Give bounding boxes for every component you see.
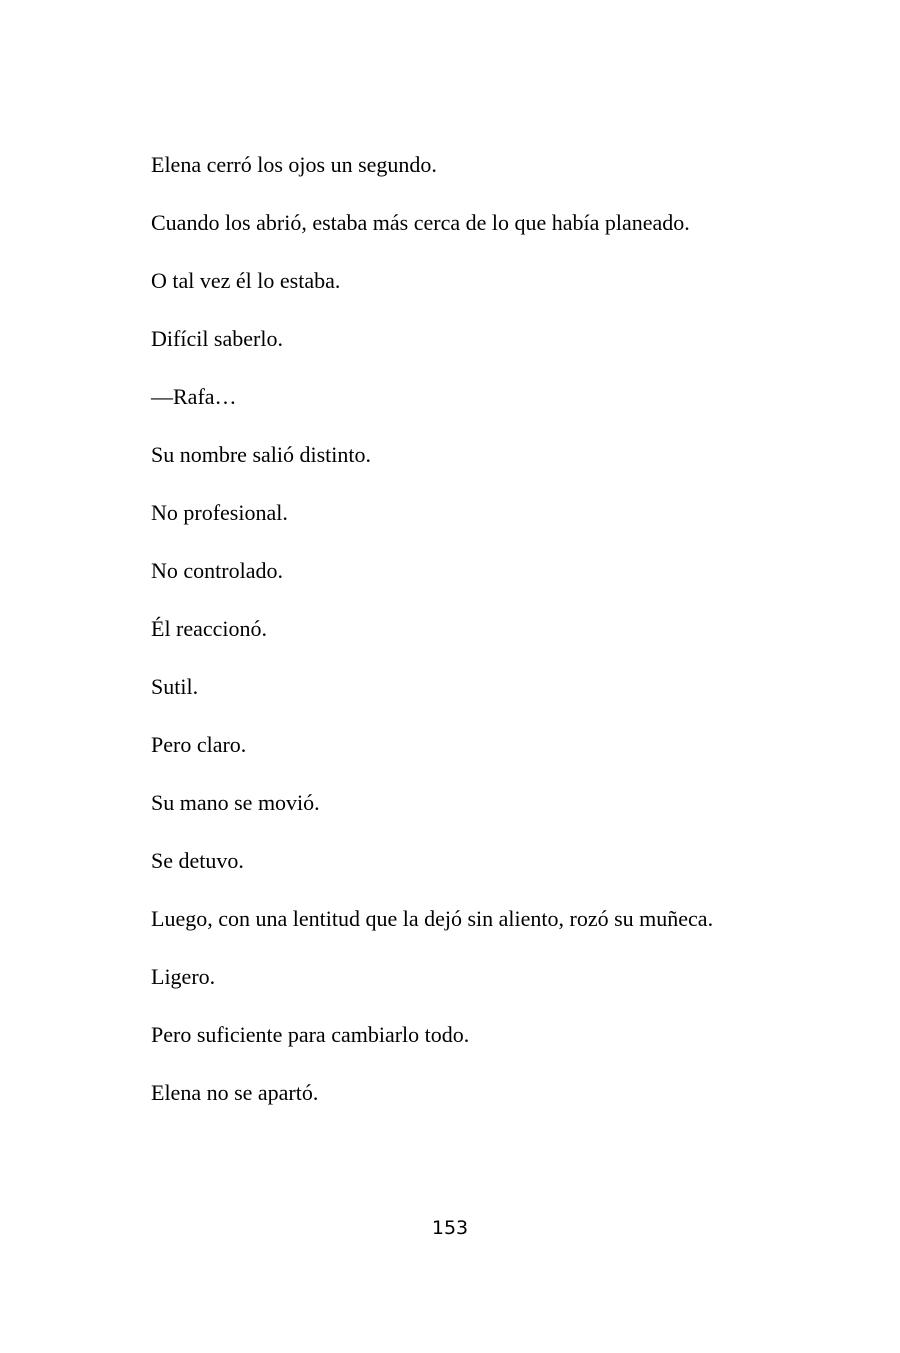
paragraph: Sutil. [151,674,199,699]
paragraph: Su nombre salió distinto. [151,442,371,467]
paragraph: No controlado. [151,558,283,583]
paragraph: Él reaccionó. [151,616,268,641]
paragraph: —Rafa… [151,384,237,409]
paragraph: Difícil saberlo. [151,326,283,351]
paragraph: Cuando los abrió, estaba más cerca de lo que había planeado. [151,210,690,235]
paragraph: Pero claro. [151,732,247,757]
body-text [151,150,721,1136]
paragraph: No profesional. [151,500,288,525]
paragraph: Se detuvo. [151,848,244,873]
page-number: 153 [431,1217,469,1239]
paragraph: Su mano se movió. [151,790,320,815]
paragraph: Elena no se apartó. [151,1080,319,1105]
paragraph: Pero suficiente para cambiarlo todo. [151,1022,470,1047]
paragraph: Elena cerró los ojos un segundo. [151,152,437,177]
paragraph: Luego, con una lentitud que la dejó sin aliento, rozó su muñeca. [151,906,714,931]
paragraph: Ligero. [151,964,216,989]
paragraph: O tal vez él lo estaba. [151,268,341,293]
